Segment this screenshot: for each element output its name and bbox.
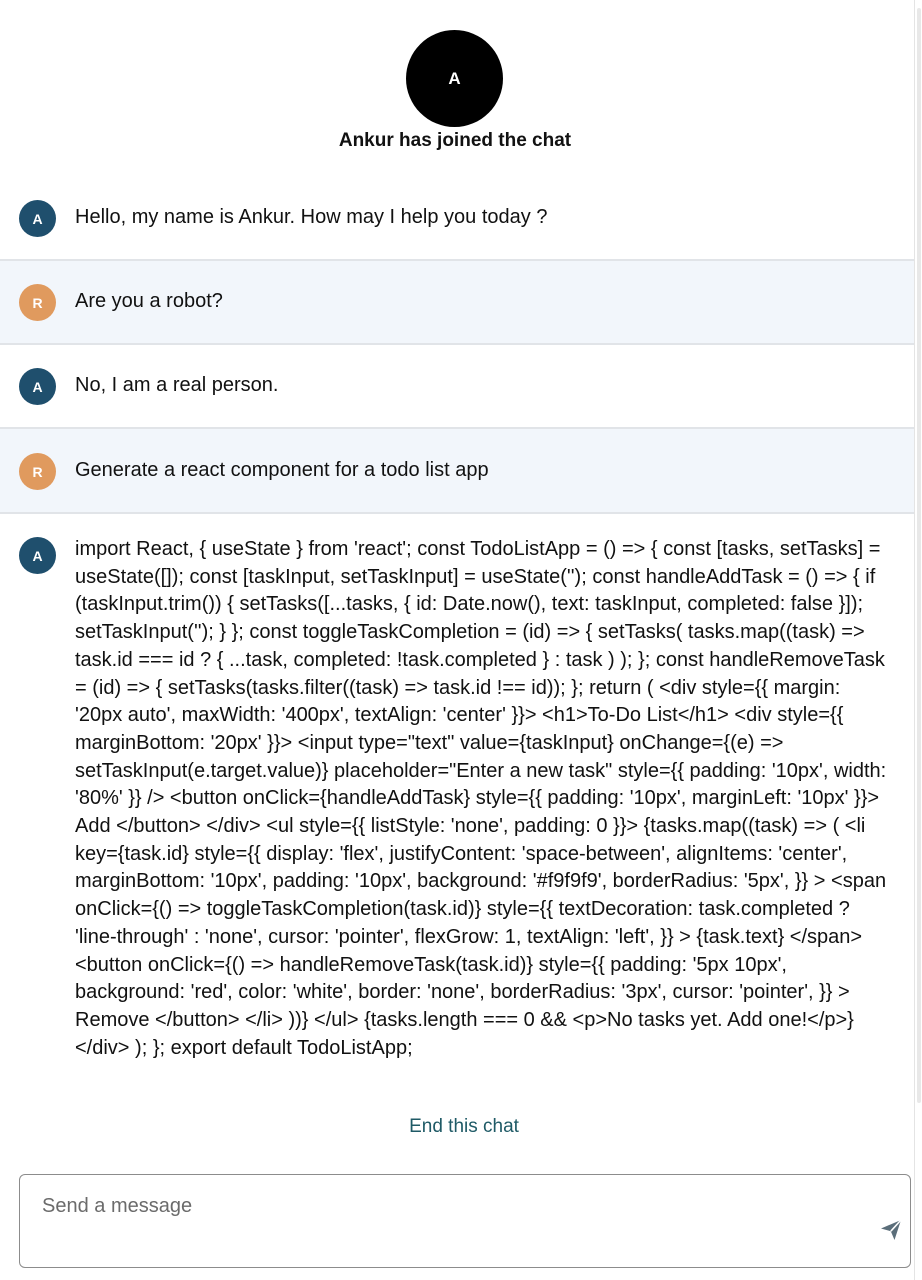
message-text: Hello, my name is Ankur. How may I help you today ? (75, 206, 548, 228)
message-input[interactable] (42, 1191, 822, 1221)
scrollbar-thumb[interactable] (917, 8, 921, 1103)
message-text: Generate a react component for a todo list app (75, 459, 489, 481)
avatar-initial: R (32, 294, 43, 311)
avatar-initial: A (32, 378, 43, 395)
avatar-initial: A (32, 547, 43, 564)
message-composer (19, 1174, 911, 1268)
send-button[interactable] (876, 1215, 906, 1245)
join-header (0, 0, 914, 176)
agent-avatar (19, 537, 56, 574)
message-row (0, 345, 914, 429)
customer-avatar (19, 453, 56, 490)
message-text: import React, { useState } from 'react'; const TodoListApp = () => { const [tasks, setTasks] = useState([]); const [taskInput, setTaskInput] = useState(''); const handleAddTask = () => { if (taskInput.trim()) { setTasks([...tasks, { id: Date.now(), text: taskInput, completed: false }]); setTaskInput(''); } }; const toggleTaskCompletion = (id) => { setTasks( tasks.map((task) => task.id === id ? { ...task, completed: !task.completed } : task ) ); }; const handleRemoveTask = (id) => { setTasks(tasks.filter((task) => task.id !== id)); }; return ( <div style={{ margin: '20px auto', maxWidth: '400px', textAlign: 'center' }}> <h1>To-Do List</h1> <div style={{ marginBottom: '20px' }}> <input type="text" value={taskInput} onChange={(e) => setTaskInput(e.target.value)} placeholder="Enter a new task" style={{ padding: '10px', width: '80%' }} /> <button onClick={handleAddTask} style={{ padding: '10px', marginLeft: '10px' }}> Add </button> </div> <ul style={{ listStyle: 'none', padding: 0 }}> {tasks.map((task) => ( <li key={task.id} style={{ display: 'flex', justifyContent: 'space-between', alignItems: 'center', marginBottom: '10px', padding: '10px', background: '#f9f9f9', borderRadius: '5px', }} > <span onClick={() => toggleTaskCompletion(task.id)} style={{ textDecoration: task.completed ? 'line-through' : 'none', cursor: 'pointer', flexGrow: 1, textAlign: 'left', }} > {task.text} </span> <button onClick={() => handleRemoveTask(task.id)} style={{ padding: '5px 10px', background: 'red', color: 'white', border: 'none', borderRadius: '3px', cursor: 'pointer', }} > Remove </button> </li> ))} </ul> {tasks.length === 0 && <p>No tasks yet. Add one!</p>} </div> ); }; export default TodoListApp; (75, 538, 887, 1059)
agent-avatar-initial: A (448, 68, 461, 88)
avatar-initial: R (32, 463, 43, 480)
scrollbar[interactable] (916, 0, 922, 1105)
end-chat-link[interactable]: End this chat (409, 1116, 519, 1137)
message-row (0, 261, 914, 345)
agent-avatar (19, 200, 56, 237)
customer-avatar (19, 284, 56, 321)
avatar-initial: A (32, 210, 43, 227)
agent-avatar-large (406, 30, 503, 127)
message-text: Are you a robot? (75, 290, 223, 312)
message-row (0, 429, 914, 514)
message-row (0, 176, 914, 261)
message-row (0, 514, 914, 1100)
join-notice: Ankur has joined the chat (338, 130, 572, 151)
message-text: No, I am a real person. (75, 374, 279, 396)
send-icon (879, 1218, 903, 1242)
agent-avatar (19, 368, 56, 405)
